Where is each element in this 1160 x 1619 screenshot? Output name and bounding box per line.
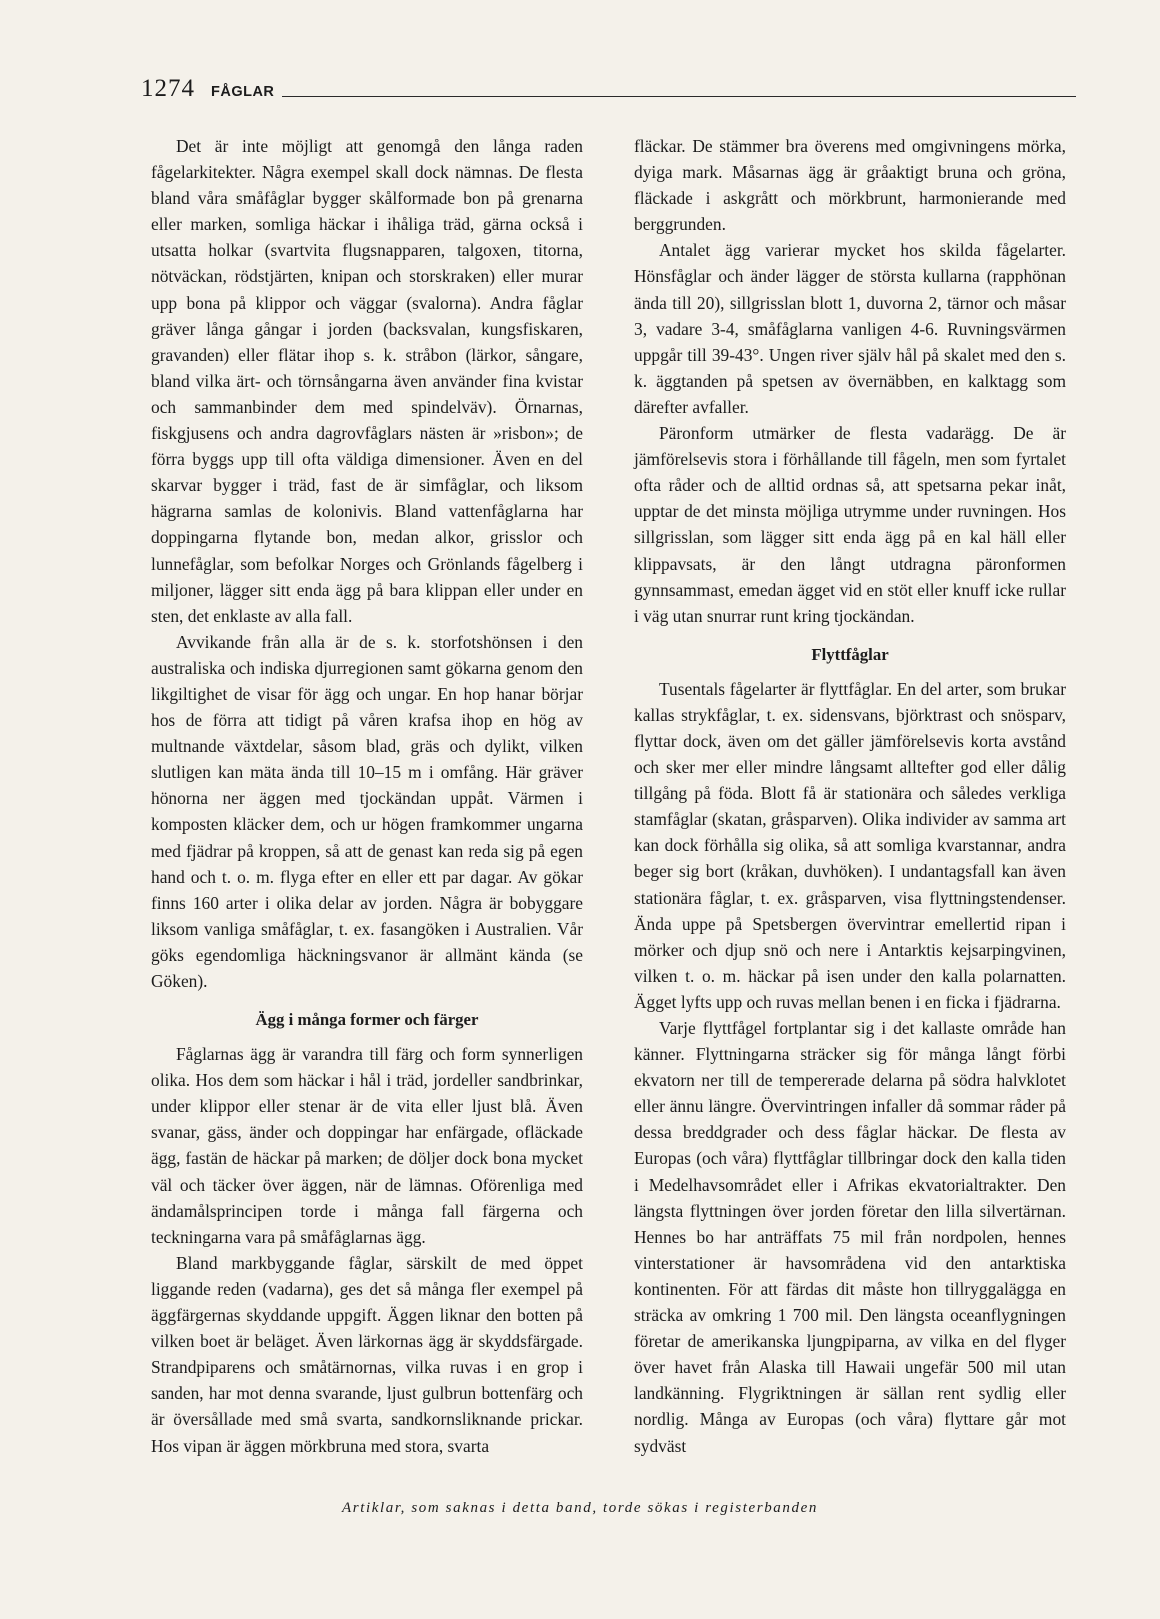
paragraph: fläckar. De stämmer bra överens med omgivningens mörka, dyiga mark. Måsarnas ägg är gråaktigt bruna och gröna, fläckade i askgrått och mörkbrunt, harmonierande med berggrunden.	[634, 136, 1066, 235]
paragraph: Fåglarnas ägg är varandra till färg och form synnerligen olika. Hos dem som häckar i hål i träd, jordeller sandbrinkar, under klippor eller stenar är de vita eller ljust blå. Även svanar, gäss, änder och doppingar har enfärgade, ofläckade ägg, fastän de häckar på marken; de döljer dock bona mycket väl och täcker över äggen, när de lämnas. Oförenliga med ändamålsprincipen torde i många fall färgerna och teckningarna vara på småfåglarnas ägg.	[151, 1044, 583, 1247]
page-header	[141, 76, 1076, 102]
paragraph: Tusentals fågelarter är flyttfåglar. En del arter, som brukar kallas strykfåglar, t. ex. sidensvans, björktrast och snösparv, flyttar dock, även om det gäller jämförelsevis korta avstånd och sker mer eller mindre långsamt alltefter god eller dålig tillgång på föda. Blott få är stationära och således verkliga stamfåglar (skatan, gråsparven). Olika individer av samma art kan dock förhålla sig olika, så att somliga kvarstannar, andra beger sig bort (kråkan, duvhöken). I undantagsfall kan även stationära fåglar, t. ex. gråsparven, visa flyttningstendenser. Ända uppe på Spetsbergen övervintrar emellertid ripan i mörker och djup snö och nere i Antarktis kejsarpingvinen, vilken t. o. m. häckar på isen under den kalla polarnatten. Ägget lyfts upp och ruvas mellan benen i en ficka i fjädrarna.	[634, 678, 1066, 1012]
header-rule	[282, 96, 1076, 97]
page-number: 1274	[141, 75, 195, 102]
paragraph: Det är inte möjligt att genomgå den långa raden fågelarkitekter. Några exempel skall dock nämnas. De flesta bland våra småfåglar bygger skålformade bon på grenarna eller marken, somliga häckar i ihåliga träd, gärna också i utsatta holkar (svartvita flugsnapparen, talgoxen, titorna, nötväckan, rödstjärten, knipan och storskraken) eller murar upp bona på klippor och väggar (svalorna). Andra fåglar gräver långa gångar i jorden (backsvalan, kungsfiskaren, gravanden) eller flätar ihop s. k. stråbon (lärkor, sångare, bland vilka ärt- och törnsångarna även använder fina kvistar och sammanbinder dem med spindelväv). Örnarnas, fiskgjusens och andra dagrovfåglars nästen är »risbon»; de förra byggs upp till ofta väldiga dimensioner. Även en del skarvar bygger i träd, fast de är simfåglar, och liksom hägrarna samlas de kolonivis. Bland vattenfåglarna har doppingarna flytande bon, medan alkor, grisslor och lunnefåglar, som befolkar Norges och Grönlands fågelberg i miljoner, lägger sitt enda ägg på bara klippan eller under en sten, det enklaste av alla fall.	[151, 136, 583, 626]
paragraph: Varje flyttfågel fortplantar sig i det kallaste område han känner. Flyttningarna sträcker sig för många långt förbi ekvatorn ner till de tempererade delarna på södra halvklotet eller ännu längre. Övervintringen infaller då sommar råder på dessa breddgrader och dess fåglar häckar. De flesta av Europas (och våra) flyttfåglar tillbringar dock den kalla tiden i Medelhavsområdet eller i Afrikas ekvatorialtrakter. Den längsta flyttningen över jorden företar den lilla silvertärnan. Hennes bo har anträffats 75 mil från nordpolen, hennes vinterstationer är havsområdena vid den antarktiska kontinenten. För att färdas dit måste hon tillryggalägga en sträcka av omkring 1 700 mil. Den längsta oceanflygningen företar de amerikanska ljungpiparna, av vilka en del flyger över havet från Alaska till Hawaii ungefär 500 mil utan landkänning. Flygriktningen är sällan rent sydlig eller nordlig. Många av Europas (och våra) flyttare går mot sydväst	[634, 1018, 1066, 1456]
paragraph: Päronform utmärker de flesta vadarägg. De är jämförelsevis stora i förhållande till fågeln, men som fyrtalet ofta råder och de alltid ordnas så, att spetsarna pekar inåt, upptar de det minsta möjliga utrymme under ruvningen. Hos sillgrisslan, som lägger sitt enda ägg på en kal häll eller klippavsats, är den långt utdragna päronformen gynnsammast, emedan ägget vid en stöt eller knuff icke rullar i väg utan snurrar runt kring tjockändan.	[634, 423, 1066, 626]
page-footer: Artiklar, som saknas i detta band, torde sökas i registerbanden	[342, 1500, 818, 1516]
section-heading: Ägg i många former och färger	[255, 1010, 479, 1030]
left-column	[151, 133, 583, 1459]
paragraph: Avvikande från alla är de s. k. storfotshönsen i den australiska och indiska djurregionen samt gökarna genom den likgiltighet de visar för ägg och ungar. En hop hanar börjar hos de förra att tidigt på våren krafsa ihop en hög av multnande växtdelar, såsom blad, gräs och dylikt, vilken slutligen kan mäta ända till 10–15 m i omfång. Här gräver hönorna ner äggen med tjockändan uppåt. Värmen i komposten kläcker dem, och ur högen framkommer ungarna med fjädrar på kroppen, så att de genast kan reda sig på egen hand och t. o. m. flyga efter en eller ett par dagar. Av gökar finns 160 arter i olika delar av jorden. Några är bobyggare liksom vanliga småfåglar, t. ex. fasangöken i Australien. Vår göks egendomliga häckningsvanor är allmänt kända (se Göken).	[151, 631, 583, 991]
paragraph: Bland markbyggande fåglar, särskilt de med öppet liggande reden (vadarna), ges det så många fler exempel på äggfärgernas skyddande uppgift. Äggen liknar den botten på vilken boet är beläget. Även lärkornas ägg är skyddsfärgade. Strandpiparens och småtärnornas, vilka ruvas i en grop i sanden, har mot denna svarande, ljust gulbrun bottenfärg och är översållade med små svarta, sandkornsliknande prickar. Hos vipan är äggen mörkbruna med stora, svarta	[151, 1252, 583, 1456]
section-heading: Flyttfåglar	[811, 644, 889, 664]
running-title: FÅGLAR	[211, 84, 275, 100]
paragraph: Antalet ägg varierar mycket hos skilda fågelarter. Hönsfåglar och änder lägger de största kullarna (rapphönan ända till 20), sillgrisslan blott 1, duvorna 2, tärnor och måsar 3, vadare 3-4, småfåglarna vanligen 4-6. Ruvningsvärmen uppgår till 39-43°. Ungen river själv hål på skalet med den s. k. äggtanden på spetsen av övernäbben, en kalktagg som därefter avfaller.	[634, 240, 1066, 417]
right-column	[634, 133, 1066, 1459]
